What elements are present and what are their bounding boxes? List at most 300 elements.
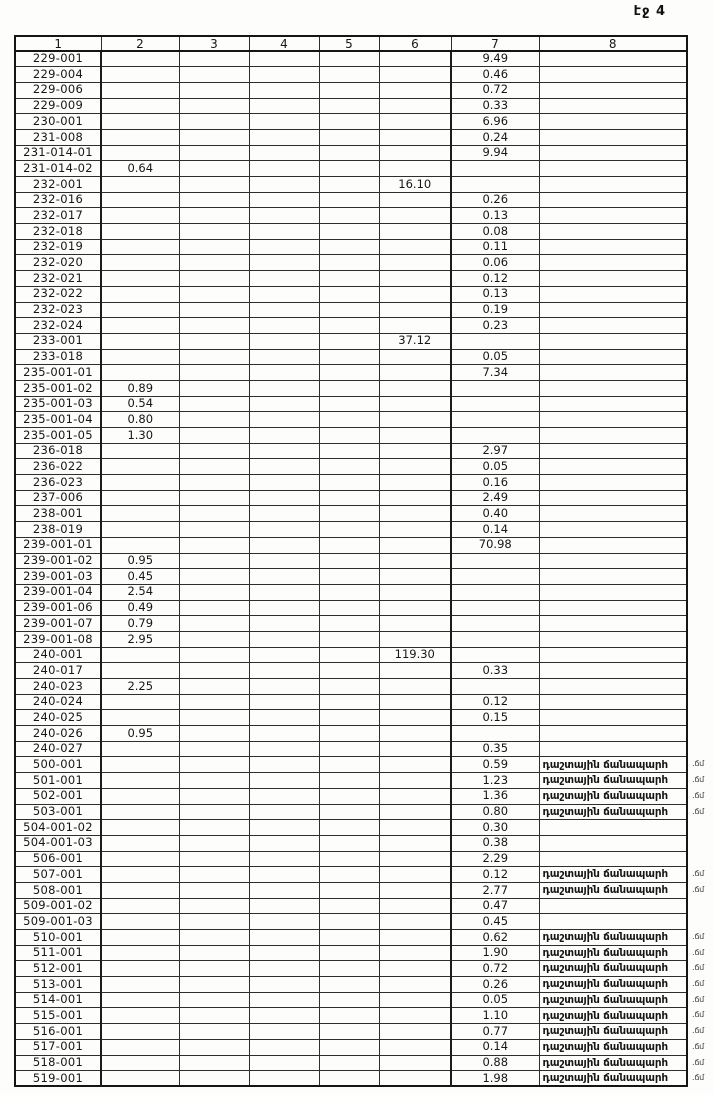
value-cell-col5 [319,506,379,522]
value-cell-col5 [319,788,379,804]
land-type-cell [539,192,687,208]
value-cell-col3 [179,584,249,600]
value-cell-col5 [319,302,379,318]
value-cell-col6 [379,145,451,161]
value-cell-col2 [101,365,179,381]
value-cell-col7 [451,569,539,585]
value-cell-col4 [249,1024,319,1040]
value-cell-col7: 6.96 [451,114,539,130]
table-row [15,584,687,600]
value-cell-col4 [249,428,319,444]
table-row [15,1039,687,1055]
parcel-code-cell: 238-019 [15,522,101,538]
table-row [15,349,687,365]
value-cell-col6 [379,443,451,459]
value-cell-col7 [451,553,539,569]
value-cell-col7 [451,161,539,177]
value-cell-col2 [101,1024,179,1040]
value-cell-col3 [179,867,249,883]
table-row [15,271,687,287]
value-cell-col2 [101,177,179,193]
land-type-cell [539,930,705,946]
parcel-code-cell: 512-001 [15,961,101,977]
value-cell-col4 [249,1039,319,1055]
value-cell-col7: 0.47 [451,898,539,914]
value-cell-col2 [101,835,179,851]
value-cell-col4 [249,631,319,647]
value-cell-col7: 0.40 [451,506,539,522]
land-type-cell [539,349,687,365]
land-type-cell [539,365,687,381]
table-row [15,51,687,67]
value-cell-col5 [319,177,379,193]
table-row [15,961,687,977]
margin-note: .ճմ [692,947,705,957]
value-cell-col7: 0.13 [451,208,539,224]
value-cell-col7 [451,726,539,742]
value-cell-col4 [249,380,319,396]
margin-note: .ճմ [692,869,705,879]
value-cell-col3 [179,804,249,820]
table-row [15,898,687,914]
value-cell-col6 [379,663,451,679]
value-cell-col4 [249,333,319,349]
value-cell-col4 [249,930,319,946]
value-cell-col6: 16.10 [379,177,451,193]
value-cell-col4 [249,1008,319,1024]
value-cell-col7: 0.35 [451,741,539,757]
land-type-cell [539,161,687,177]
value-cell-col5 [319,208,379,224]
value-cell-col4 [249,914,319,930]
value-cell-col7: 0.46 [451,67,539,83]
value-cell-col7 [451,631,539,647]
margin-note: .ճմ [692,932,705,941]
value-cell-col4 [249,945,319,961]
land-type-cell [539,992,705,1008]
table-row [15,616,687,632]
value-cell-col2 [101,318,179,334]
land-type-cell [539,380,687,396]
value-cell-col5 [319,443,379,459]
value-cell-col2 [101,804,179,820]
value-cell-col3 [179,945,249,961]
value-cell-col2 [101,710,179,726]
value-cell-col6 [379,1008,451,1024]
value-cell-col2 [101,475,179,491]
value-cell-col2 [101,773,179,789]
table-row [15,882,687,898]
value-cell-col6 [379,537,451,553]
parcel-code-cell: 231-008 [15,129,101,145]
value-cell-col2 [101,490,179,506]
value-cell-col7 [451,177,539,193]
parcel-code-cell: 511-001 [15,945,101,961]
value-cell-col4 [249,443,319,459]
table-row [15,286,687,302]
land-type-cell [539,177,687,193]
value-cell-col4 [249,679,319,695]
value-cell-col3 [179,882,249,898]
table-row [15,302,687,318]
value-cell-col5 [319,1071,379,1087]
value-cell-col5 [319,475,379,491]
value-cell-col3 [179,255,249,271]
parcel-code-cell: 239-001-08 [15,631,101,647]
table-row [15,1024,687,1040]
value-cell-col2 [101,208,179,224]
land-type-cell [539,961,705,977]
value-cell-col7: 7.34 [451,365,539,381]
margin-note: .ճմ [692,1010,705,1020]
value-cell-col7: 2.29 [451,851,539,867]
value-cell-col2 [101,51,179,67]
value-cell-col7: 0.12 [451,271,539,287]
value-cell-col6 [379,82,451,98]
value-cell-col2: 0.54 [101,396,179,412]
land-type-cell [539,82,687,98]
value-cell-col6 [379,835,451,851]
land-type-cell [539,882,705,898]
table-row [15,1071,687,1087]
value-cell-col2 [101,1071,179,1087]
value-cell-col6 [379,380,451,396]
value-cell-col2: 1.30 [101,428,179,444]
value-cell-col7: 2.97 [451,443,539,459]
table-row [15,396,687,412]
value-cell-col5 [319,600,379,616]
margin-note: .ճմ [692,775,705,785]
value-cell-col3 [179,67,249,83]
value-cell-col7: 0.26 [451,977,539,993]
value-cell-col5 [319,663,379,679]
value-cell-col4 [249,239,319,255]
value-cell-col6 [379,114,451,130]
column-header-5: 5 [319,36,379,51]
land-type-cell [539,396,687,412]
value-cell-col2 [101,333,179,349]
field-road-label: դաշտային ճանապարհ [542,805,668,818]
table-row [15,600,687,616]
column-header-8: 8 [539,36,687,51]
field-road-label: դաշտային ճանապարհ [542,1056,668,1069]
value-cell-col4 [249,161,319,177]
value-cell-col2 [101,67,179,83]
land-type-cell [539,600,687,616]
value-cell-col2: 2.54 [101,584,179,600]
value-cell-col4 [249,114,319,130]
table-row [15,537,687,553]
value-cell-col7: 0.30 [451,820,539,836]
value-cell-col7 [451,616,539,632]
parcel-code-cell: 240-024 [15,694,101,710]
value-cell-col6 [379,428,451,444]
value-cell-col2 [101,914,179,930]
value-cell-col5 [319,380,379,396]
value-cell-col3 [179,98,249,114]
field-road-label: դաշտային ճանապարհ [542,774,668,787]
value-cell-col4 [249,459,319,475]
value-cell-col3 [179,553,249,569]
value-cell-col7: 0.23 [451,318,539,334]
table-row [15,380,687,396]
land-type-cell [539,1055,705,1071]
value-cell-col4 [249,867,319,883]
value-cell-col6 [379,914,451,930]
margin-note: .ճմ [692,963,705,973]
value-cell-col6 [379,475,451,491]
margin-note: .ճմ [692,1073,705,1083]
value-cell-col7: 0.08 [451,224,539,240]
value-cell-col6 [379,412,451,428]
parcel-code-cell: 235-001-05 [15,428,101,444]
table-row [15,930,687,946]
value-cell-col3 [179,1008,249,1024]
parcel-code-cell: 514-001 [15,992,101,1008]
value-cell-col5 [319,365,379,381]
page-number-label: էջ 4 [633,4,666,19]
column-header-6: 6 [379,36,451,51]
value-cell-col7 [451,600,539,616]
value-cell-col5 [319,961,379,977]
parcel-code-cell: 229-004 [15,67,101,83]
value-cell-col7: 0.16 [451,475,539,491]
value-cell-col3 [179,286,249,302]
value-cell-col6 [379,490,451,506]
column-header-2: 2 [101,36,179,51]
land-type-cell [539,647,687,663]
value-cell-col6 [379,1055,451,1071]
value-cell-col3 [179,161,249,177]
parcel-code-cell: 504-001-02 [15,820,101,836]
value-cell-col7: 0.14 [451,1039,539,1055]
land-type-cell [539,663,687,679]
parcel-code-cell: 232-017 [15,208,101,224]
parcel-code-cell: 237-006 [15,490,101,506]
value-cell-col7: 1.10 [451,1008,539,1024]
value-cell-col2 [101,522,179,538]
land-type-cell [539,475,687,491]
value-cell-col4 [249,271,319,287]
land-type-cell [539,1008,705,1024]
land-type-cell [539,851,687,867]
value-cell-col3 [179,224,249,240]
parcel-code-cell: 240-026 [15,726,101,742]
value-cell-col6 [379,255,451,271]
land-type-cell [539,584,687,600]
parcel-code-cell: 232-024 [15,318,101,334]
parcel-code-cell: 501-001 [15,773,101,789]
parcel-code-cell: 518-001 [15,1055,101,1071]
value-cell-col3 [179,271,249,287]
parcel-code-cell: 239-001-01 [15,537,101,553]
value-cell-col7: 1.36 [451,788,539,804]
value-cell-col4 [249,396,319,412]
value-cell-col4 [249,804,319,820]
table-row [15,506,687,522]
land-type-cell [539,710,687,726]
land-type-cell [539,443,687,459]
table-row [15,208,687,224]
parcel-code-cell: 232-021 [15,271,101,287]
value-cell-col2 [101,98,179,114]
value-cell-col6 [379,98,451,114]
value-cell-col5 [319,977,379,993]
value-cell-col5 [319,192,379,208]
value-cell-col3 [179,726,249,742]
value-cell-col5 [319,428,379,444]
value-cell-col2: 0.89 [101,380,179,396]
land-type-cell [539,67,687,83]
value-cell-col6 [379,239,451,255]
value-cell-col5 [319,616,379,632]
value-cell-col3 [179,977,249,993]
parcel-code-cell: 229-001 [15,51,101,67]
value-cell-col7 [451,679,539,695]
field-road-label: դաշտային ճանապարհ [542,993,668,1006]
land-type-cell [539,129,687,145]
value-cell-col5 [319,820,379,836]
land-type-cell [539,490,687,506]
value-cell-col5 [319,694,379,710]
value-cell-col6: 37.12 [379,333,451,349]
land-type-cell [539,820,687,836]
value-cell-col6 [379,522,451,538]
value-cell-col2 [101,82,179,98]
table-row [15,490,687,506]
land-type-cell [539,208,687,224]
value-cell-col2: 0.80 [101,412,179,428]
value-cell-col5 [319,1024,379,1040]
value-cell-col6 [379,757,451,773]
value-cell-col3 [179,616,249,632]
value-cell-col2 [101,977,179,993]
value-cell-col6 [379,631,451,647]
value-cell-col4 [249,992,319,1008]
parcel-code-cell: 509-001-03 [15,914,101,930]
value-cell-col7: 0.11 [451,239,539,255]
value-cell-col6 [379,945,451,961]
land-type-cell [539,788,705,804]
value-cell-col5 [319,145,379,161]
land-type-cell [539,835,687,851]
value-cell-col6 [379,459,451,475]
value-cell-col6 [379,129,451,145]
field-road-label: դաշտային ճանապարհ [542,1009,668,1022]
table-row [15,98,687,114]
value-cell-col4 [249,961,319,977]
margin-note: .ճմ [692,759,705,769]
field-road-label: դաշտային ճանապարհ [542,789,668,802]
value-cell-col2 [101,851,179,867]
value-cell-col4 [249,584,319,600]
value-cell-col4 [249,98,319,114]
field-road-label: դաշտային ճանապարհ [542,1040,668,1053]
value-cell-col7: 0.38 [451,835,539,851]
value-cell-col6 [379,349,451,365]
table-row [15,114,687,130]
parcel-code-cell: 232-023 [15,302,101,318]
land-type-cell [539,506,687,522]
value-cell-col5 [319,867,379,883]
table-row [15,412,687,428]
value-cell-col2 [101,1008,179,1024]
value-cell-col4 [249,506,319,522]
field-road-label: դաշտային ճանապարհ [542,884,668,897]
value-cell-col3 [179,208,249,224]
table-row [15,475,687,491]
value-cell-col5 [319,271,379,287]
value-cell-col5 [319,333,379,349]
value-cell-col5 [319,851,379,867]
land-type-cell [539,1071,705,1087]
value-cell-col3 [179,380,249,396]
table-row [15,867,687,883]
parcel-code-cell: 508-001 [15,882,101,898]
value-cell-col3 [179,569,249,585]
land-type-cell [539,914,687,930]
value-cell-col3 [179,349,249,365]
value-cell-col5 [319,898,379,914]
value-cell-col5 [319,631,379,647]
value-cell-col4 [249,224,319,240]
value-cell-col7: 0.12 [451,694,539,710]
value-cell-col6 [379,710,451,726]
parcel-code-cell: 235-001-01 [15,365,101,381]
value-cell-col7 [451,380,539,396]
land-type-cell [539,255,687,271]
land-type-cell [539,239,687,255]
table-row [15,239,687,255]
value-cell-col5 [319,835,379,851]
land-type-cell [539,679,687,695]
value-cell-col6 [379,961,451,977]
value-cell-col5 [319,98,379,114]
value-cell-col3 [179,365,249,381]
value-cell-col7: 2.49 [451,490,539,506]
value-cell-col2 [101,663,179,679]
land-type-cell [539,977,705,993]
value-cell-col7 [451,396,539,412]
parcel-code-cell: 232-001 [15,177,101,193]
value-cell-col5 [319,129,379,145]
value-cell-col3 [179,788,249,804]
value-cell-col5 [319,82,379,98]
field-road-label: դաշտային ճանապարհ [542,1072,668,1085]
value-cell-col6 [379,992,451,1008]
value-cell-col6 [379,851,451,867]
value-cell-col3 [179,318,249,334]
value-cell-col3 [179,914,249,930]
value-cell-col7: 0.33 [451,663,539,679]
table-row [15,726,687,742]
value-cell-col4 [249,898,319,914]
value-cell-col4 [249,537,319,553]
table-row [15,569,687,585]
value-cell-col2: 0.79 [101,616,179,632]
table-row [15,631,687,647]
parcel-code-cell: 236-023 [15,475,101,491]
land-type-cell [539,412,687,428]
parcel-code-cell: 503-001 [15,804,101,820]
value-cell-col4 [249,51,319,67]
value-cell-col6 [379,898,451,914]
land-type-cell [539,867,705,883]
table-row [15,177,687,193]
value-cell-col4 [249,851,319,867]
value-cell-col3 [179,475,249,491]
table-row [15,851,687,867]
